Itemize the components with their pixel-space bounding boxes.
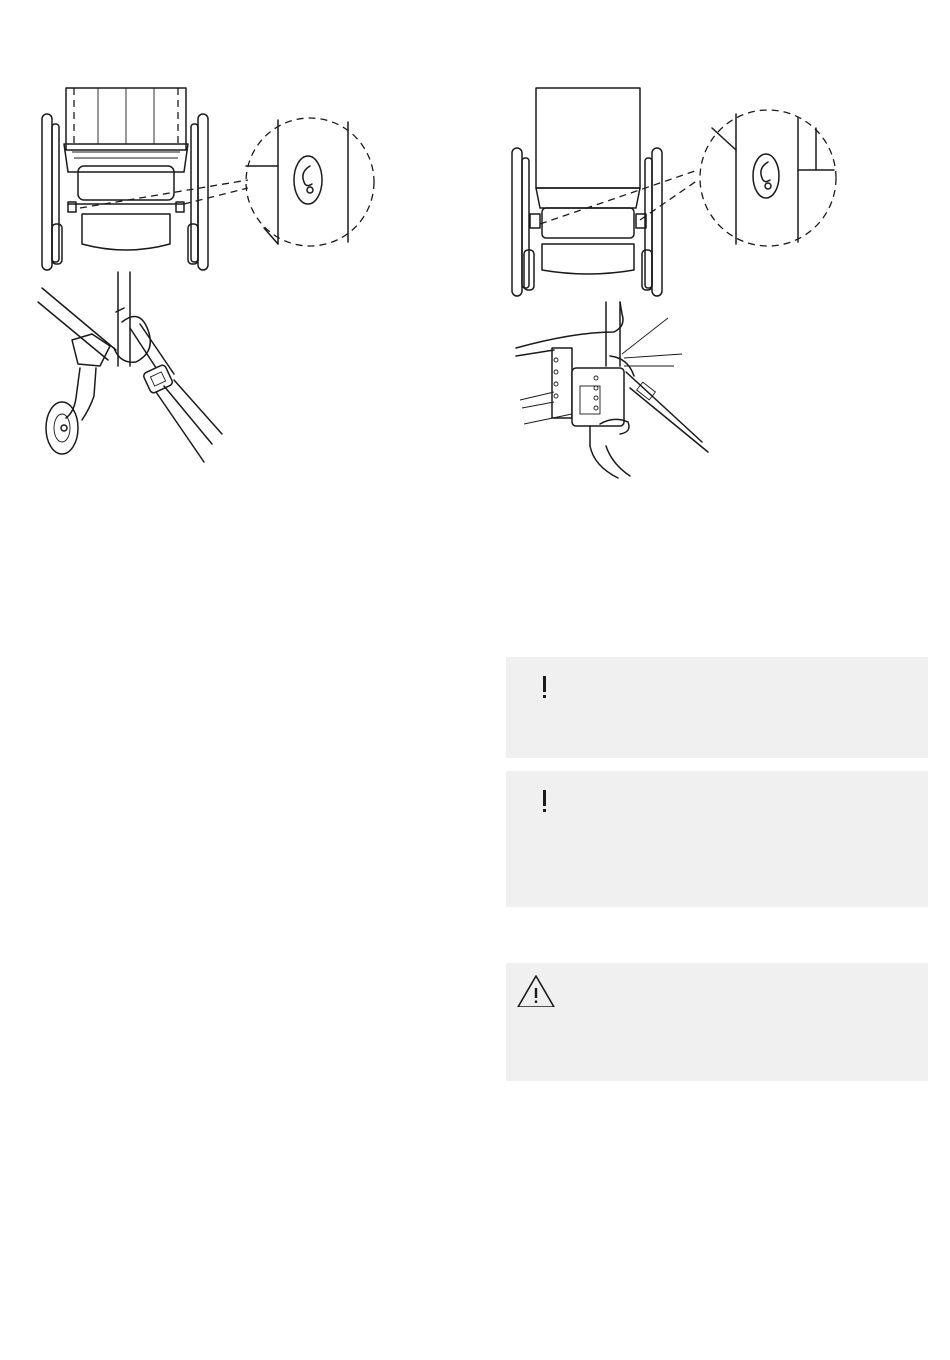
wheelchair-rear-hook-illustration (498, 84, 842, 300)
front-strap-detail-illustration (36, 268, 226, 466)
wheelchair-front-hook-illustration (38, 84, 378, 280)
rear-strap-detail-illustration (514, 296, 710, 480)
notice-box-warning (506, 963, 928, 1081)
warning-triangle-icon (516, 971, 556, 1007)
notice-box-important-2 (506, 771, 928, 907)
notice-box-important-1 (506, 657, 928, 758)
exclamation-icon (516, 665, 556, 701)
exclamation-icon (516, 779, 556, 815)
